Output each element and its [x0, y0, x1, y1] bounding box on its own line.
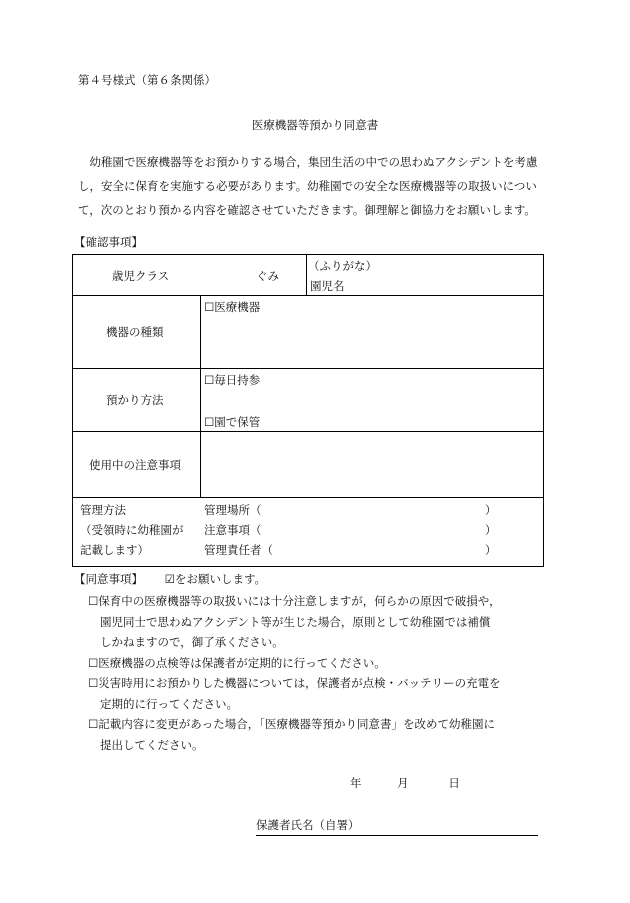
close-paren: ）	[485, 503, 497, 517]
mgmt-label-line: 管理方法	[80, 503, 126, 517]
custody-daily-checkbox[interactable]: ☐毎日持参	[204, 373, 261, 387]
consent-heading-label: 【同意事項】	[74, 572, 143, 586]
intro-line: し，安全に保育を実施する必要があります。幼稚園での安全な医療機器等の取扱いについ	[78, 179, 537, 193]
custody-method-label: 預かり方法	[106, 393, 164, 407]
mgmt-person-field[interactable]: 管理責任者（	[204, 543, 273, 557]
intro-paragraph	[78, 150, 548, 222]
date-day: 日	[448, 776, 460, 790]
date-line	[350, 775, 460, 791]
consent-item-cont: 定期的に行ってください。	[100, 696, 238, 711]
custody-school-checkbox[interactable]: ☐園で保管	[204, 415, 261, 429]
consent-heading	[74, 571, 266, 587]
date-month: 月	[397, 776, 409, 790]
mgmt-notes-field[interactable]: 注意事項（	[204, 523, 262, 537]
consent-list	[88, 591, 548, 755]
mgmt-label-line: （受領時に幼稚園が	[80, 523, 184, 537]
furigana-label: （ふりがな）	[308, 259, 377, 273]
consent-item-cont: 提出してください。	[100, 737, 204, 752]
device-option-checkbox[interactable]: ☐医療機器	[204, 300, 261, 314]
signature-field[interactable]	[256, 817, 538, 836]
mgmt-place-field[interactable]: 管理場所（	[204, 503, 262, 517]
signature-label: 保護者氏名（自署）	[256, 818, 360, 832]
device-type-label: 機器の種類	[106, 325, 164, 339]
child-name-label: 園児名	[310, 279, 345, 293]
mgmt-label-line: 記載します）	[80, 543, 149, 557]
consent-item-cont: しかねますので，御了承ください。	[100, 635, 284, 649]
intro-line: 幼稚園で医療機器等をお預かりする場合，集団生活の中での思わぬアクシデントを考慮	[78, 155, 538, 169]
confirmation-table	[72, 254, 544, 567]
consent-item[interactable]: ☐医療機器の点検等は保護者が定期的に行ってください。	[88, 655, 386, 670]
consent-item-cont: 園児同士で思わぬアクシデント等が生じた場合，原則として幼稚園では補償	[100, 614, 491, 629]
age-class-label: 歳児クラス	[112, 269, 170, 283]
consent-check-note: ☑をお願いします。	[164, 572, 267, 586]
consent-item[interactable]: ☐記載内容に変更があった場合，「医療機器等預かり同意書」を改めて幼稚園に	[88, 717, 495, 731]
consent-item[interactable]: ☐保育中の医療機器等の取扱いには十分注意しますが，何らかの原因で破損や，	[88, 594, 501, 608]
intro-line: て，次のとおり預かる内容を確認させていただきます。御理解と御協力をお願いします。	[78, 203, 536, 217]
caution-label: 使用中の注意事項	[89, 458, 181, 472]
close-paren: ）	[485, 523, 497, 537]
form-number: 第４号様式（第６条関係）	[78, 73, 216, 87]
close-paren: ）	[485, 543, 497, 557]
date-year: 年	[350, 776, 362, 790]
gumi-label: ぐみ	[256, 269, 279, 283]
document-title: 医療機器等預かり同意書	[251, 118, 379, 132]
consent-item[interactable]: ☐災害時用にお預かりした機器については，保護者が点検・バッテリーの充電を	[88, 676, 501, 690]
confirm-heading: 【確認事項】	[74, 235, 143, 249]
